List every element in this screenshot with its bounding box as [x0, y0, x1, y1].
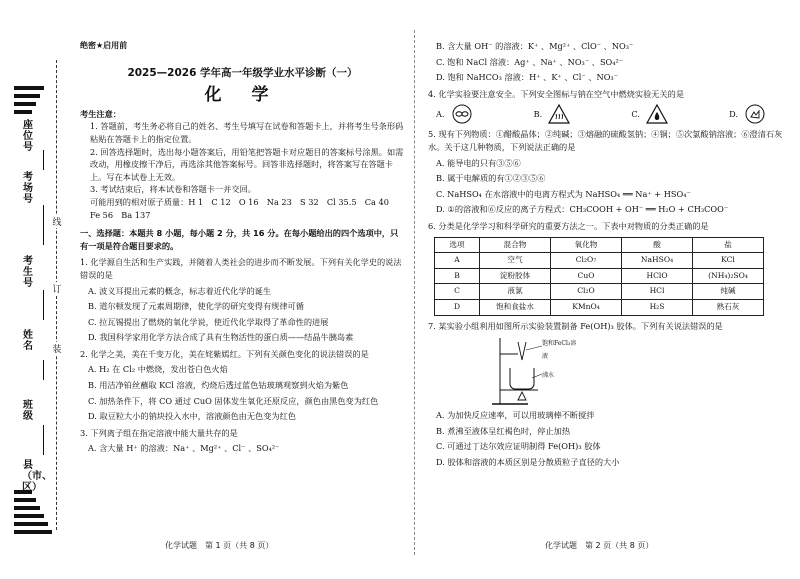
table-cell: Cl₂O₇ — [551, 253, 622, 269]
table-cell: 空气 — [480, 253, 551, 269]
table-cell: CuO — [551, 268, 622, 284]
table-cell: KCl — [693, 253, 764, 269]
table-row — [435, 268, 764, 284]
table-header-row — [435, 237, 764, 253]
option: C. NaHSO₄ 在水溶液中的电离方程式为 NaHSO₄ ══ Na⁺ + HSO₄⁻ — [436, 188, 691, 199]
question-stem: 6. 分类是化学学习和科学研究的重要方法之一。下表中对物质的分类正确的是 — [428, 220, 709, 231]
notice-item: 2. 回答选择题时，选出每小题答案后，用铅笔把答题卡对应题目的答案标号涂黑。如需改动，用橡皮擦干净后，再选涂其他答案标号。回答非选择题时，将答案写在答题卡上。写在本试卷上无效。 — [90, 146, 404, 182]
option: D. 饱和 NaHCO₃ 溶液：H⁺ 、K⁺ 、Cl⁻ 、NO₃⁻ — [436, 72, 619, 83]
question-stem: 1. 化学源自生活和生产实践，并随着人类社会的进步而不断发展。下列有关化学史的说法错误的是 — [80, 257, 402, 280]
binding-strip — [0, 0, 72, 579]
notice-item: 1. 答题前，考生务必将自己的姓名、考生号填写在试卷和答题卡上，并将考生号条形码粘贴在答题卡上的指定位置。 — [90, 121, 404, 144]
table-header: 选项 — [435, 237, 480, 253]
apparatus-label: 饱和FeCl₃溶液 — [542, 340, 577, 360]
table-cell: B — [435, 268, 480, 284]
footer-right: 化学试题 第 2 页（共 8 页） — [545, 541, 654, 550]
wash-hands-icon — [744, 104, 766, 124]
option: B. 属于电解质的有①②③⑤⑥ — [436, 173, 546, 184]
question-2 — [80, 348, 405, 423]
stripe — [14, 514, 44, 518]
apparatus-diagram — [488, 334, 578, 406]
table-header: 酸 — [622, 237, 693, 253]
table-cell: Cl₂O — [551, 284, 622, 300]
table-cell: 淀粉胶体 — [480, 268, 551, 284]
option: C. 饱和 NaCl 溶液：Ag⁺ 、Na⁺ 、NO₃⁻ 、SO₄²⁻ — [436, 56, 624, 67]
option: D. 胶体和溶液的本质区别是分散质粒子直径的大小 — [436, 456, 620, 467]
secret-mark: 绝密★启用前 — [80, 41, 128, 50]
field-line — [43, 425, 44, 455]
table-header: 混合物 — [480, 237, 551, 253]
option: D. 我国科学家用化学方法合成了具有生物活性的蛋白质——结晶牛胰岛素 — [88, 332, 354, 343]
notice-heading: 考生注意： — [80, 108, 121, 119]
table-cell: D — [435, 299, 480, 315]
option-letter: A. — [436, 109, 445, 120]
table-cell: 熟石灰 — [693, 299, 764, 315]
option-letter: D. — [729, 109, 738, 120]
question-stem: 5. 现有下列物质：①醋酸晶体；②纯碱；③熔融的硫酸氢钠；④铜；⑤次氯酸钠溶液；⑥澄清石灰水。关于这几种物质，下列说法正确的是 — [428, 129, 783, 152]
exam-title: 2025—2026 学年高一年级学业水平诊断（一） — [127, 66, 358, 79]
question-4 — [428, 88, 783, 125]
footer-left: 化学试题 第 1 页（共 8 页） — [165, 541, 274, 550]
table-cell: A — [435, 253, 480, 269]
option: A. 为加快反应速率，可以用玻璃棒不断搅拌 — [436, 410, 595, 421]
question-stem: 3. 下列离子组在指定溶液中能大量共存的是 — [80, 427, 238, 438]
question-1 — [80, 256, 405, 344]
stripe — [14, 86, 44, 90]
option-letter: C. — [631, 109, 640, 120]
option: D. 取豆粒大小的钠块投入水中，溶液颜色由无色变为红色 — [88, 411, 296, 422]
question-6 — [428, 220, 783, 316]
seat-number-label: 座位号 — [23, 120, 33, 153]
option: C. 拉瓦锡提出了燃烧的氧化学说，使近代化学取得了革命性的进展 — [88, 316, 329, 327]
cut-line — [56, 60, 57, 530]
notice-item: 3. 考试结束后，将本试卷和答题卡一并交回。 — [90, 184, 256, 195]
field-line — [43, 205, 44, 245]
hot-surface-icon — [548, 104, 570, 124]
table-cell: 纯碱 — [693, 284, 764, 300]
option: D. ①的溶液和⑥反应的离子方程式：CH₃COOH + OH⁻ ══ H₂O + CH₃COO⁻ — [436, 204, 729, 215]
field-line — [43, 150, 44, 170]
table-row — [435, 299, 764, 315]
room-number-label: 考场号 — [23, 172, 33, 205]
cut-mark-pack: 装 — [52, 342, 62, 355]
table-cell: HClO — [622, 268, 693, 284]
column-divider — [414, 30, 416, 555]
option: B. 含大量 OH⁻ 的溶液：K⁺ 、Mg²⁺ 、ClO⁻ 、NO₃⁻ — [436, 41, 634, 51]
option-letter: B. — [533, 109, 543, 120]
table-cell: H₂S — [622, 299, 693, 315]
option-a — [436, 104, 473, 124]
county-label: 县（市、区） — [22, 460, 52, 493]
option: B. 煮沸至液体呈红褐色时，停止加热 — [436, 425, 571, 436]
field-line — [43, 290, 44, 320]
table-cell: HCl — [622, 284, 693, 300]
table-cell: 液氯 — [480, 284, 551, 300]
option: A. 含大量 H⁺ 的溶液：Na⁺ 、Mg²⁺ 、Cl⁻ 、SO₄²⁻ — [88, 443, 280, 454]
stripe — [14, 530, 52, 534]
apparatus-label: 沸水 — [542, 372, 555, 380]
atomic-mass: 可能用到的相对原子质量：H 1 C 12 O 16 Na 23 S 32 Cl 35.5 Ca 40 Fe 56 Ba 137 — [90, 196, 398, 220]
section-heading: 一、选择题：本题共 8 小题，每小题 2 分，共 16 分。在每小题给出的四个选项中，只有一项是符合题目要求的。 — [80, 228, 399, 251]
cut-mark-line: 线 — [52, 215, 62, 228]
table-header: 氧化物 — [551, 237, 622, 253]
question-stem: 4. 化学实验要注意安全。下列安全图标与钠在空气中燃烧实验无关的是 — [428, 88, 685, 99]
name-label: 姓名 — [23, 330, 33, 352]
table-cell: (NH₄)₂SO₄ — [693, 268, 764, 284]
goggles-icon — [451, 104, 473, 124]
subject-title: 化 学 — [204, 85, 281, 106]
classification-table — [434, 237, 764, 316]
stripe — [14, 522, 48, 526]
cut-mark-bind: 订 — [52, 282, 62, 295]
question-stem: 7. 某实验小组利用如图所示实验装置制备 Fe(OH)₃ 胶体。下列有关说法错误的是 — [428, 320, 723, 331]
option-c — [631, 104, 668, 124]
table-cell: KMnO₄ — [551, 299, 622, 315]
class-label: 班级 — [23, 400, 33, 422]
option: A. 波义耳提出元素的概念，标志着近代化学的诞生 — [88, 285, 272, 296]
table-cell: NaHSO₄ — [622, 253, 693, 269]
candidate-number-label: 考生号 — [23, 256, 33, 289]
option: B. 道尔顿发现了元素周期律，使化学的研究变得有规律可循 — [88, 301, 304, 312]
option: A. 能导电的只有③⑤⑥ — [436, 157, 521, 168]
table-row — [435, 284, 764, 300]
option-d — [729, 104, 766, 124]
table-cell: 饱和食盐水 — [480, 299, 551, 315]
option: C. 可通过丁达尔效应证明制得 Fe(OH)₃ 胶体 — [436, 441, 601, 452]
table-row — [435, 253, 764, 269]
stripe — [14, 506, 40, 510]
fire-hazard-icon — [646, 104, 668, 124]
left-column — [80, 40, 405, 455]
question-3 — [80, 427, 405, 455]
option: A. H₂ 在 Cl₂ 中燃烧，发出苍白色火焰 — [88, 364, 228, 375]
stripe — [14, 102, 36, 106]
table-header: 盐 — [693, 237, 764, 253]
question-7 — [428, 320, 783, 469]
question-5 — [428, 128, 783, 216]
stripe — [14, 94, 40, 98]
option: B. 用洁净铂丝蘸取 KCl 溶液，灼烧后透过蓝色钴玻璃观察到火焰为紫色 — [88, 380, 349, 391]
stripe — [14, 498, 36, 502]
stripe — [14, 110, 32, 114]
option: C. 加热条件下，将 CO 通过 CuO 固体发生氧化还原反应，颜色由黑色变为红色 — [88, 395, 379, 406]
option-b — [534, 104, 571, 124]
right-column — [428, 40, 783, 468]
field-line — [43, 360, 44, 380]
safety-icons — [436, 104, 766, 124]
question-stem: 2. 化学之美，美在千变万化，美在姹紫嫣红。下列有关颜色变化的说法错误的是 — [80, 348, 369, 359]
table-cell: C — [435, 284, 480, 300]
